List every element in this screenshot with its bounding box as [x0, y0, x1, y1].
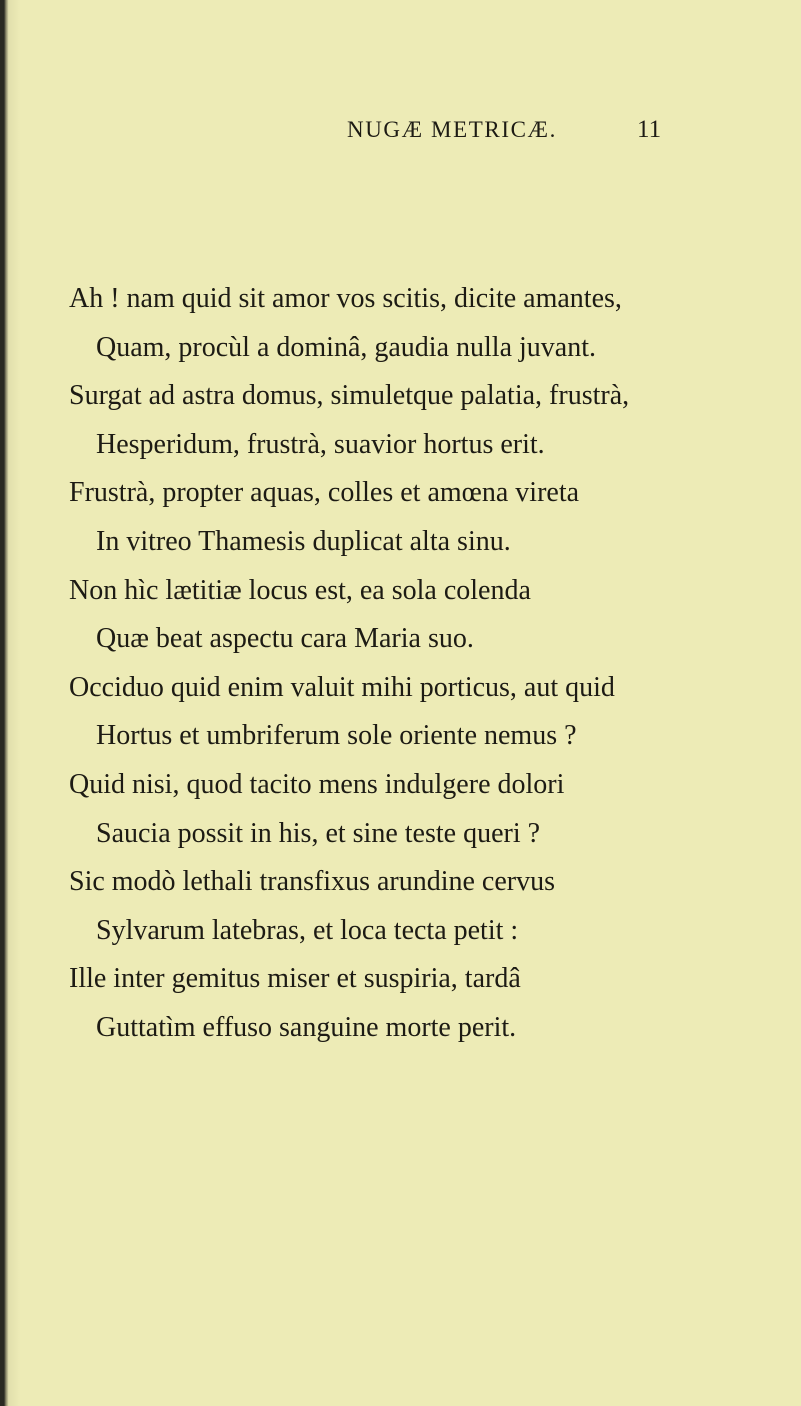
verse-line: Quæ beat aspectu cara Maria suo. [96, 623, 474, 655]
running-head [0, 112, 801, 148]
verse-line: Quid nisi, quod tacito mens indulgere dolori [69, 768, 565, 800]
verse-line: Saucia possit in his, et sine teste queri ? [96, 817, 541, 849]
verse-line: Occiduo quid enim valuit mihi porticus, aut quid [69, 671, 615, 703]
running-title: NUGÆ METRICÆ. [347, 117, 557, 142]
verse-line: In vitreo Thamesis duplicat alta sinu. [96, 525, 511, 557]
poem [0, 275, 801, 1053]
verse-line: Guttatìm effuso sanguine morte perit. [96, 1011, 517, 1043]
verse-line: Hesperidum, frustrà, suavior hortus erit. [96, 428, 545, 460]
verse-line: Non hìc lætitiæ locus est, ea sola colenda [69, 574, 531, 606]
verse-line: Sic modò lethali transfixus arundine cervus [69, 866, 555, 898]
verse-line: Hortus et umbriferum sole oriente nemus ? [96, 720, 577, 752]
verse-line: Frustrà, propter aquas, colles et amœna vireta [69, 477, 580, 509]
verse-line: Surgat ad astra domus, simuletque palatia, frustrà, [69, 380, 630, 412]
verse-line: Ah ! nam quid sit amor vos scitis, dicite amantes, [69, 283, 622, 314]
verse-line: Quam, procùl a dominâ, gaudia nulla juvant. [96, 331, 596, 363]
verse-line: Ille inter gemitus miser et suspiria, tardâ [69, 963, 521, 995]
page-number: 11 [637, 116, 662, 143]
verse-line: Sylvarum latebras, et loca tecta petit : [96, 914, 519, 946]
